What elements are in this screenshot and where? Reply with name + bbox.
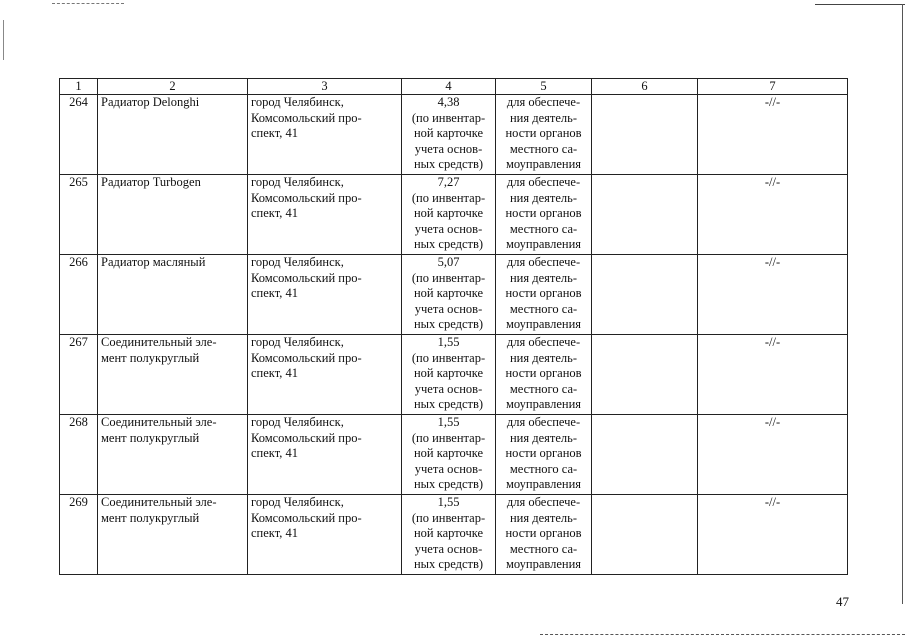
scan-artifact-right-edge — [902, 4, 903, 604]
table-row — [60, 495, 848, 575]
item-cost: 1,55 (по инвентар- ной карточке учета основ- ных средств) — [402, 415, 496, 495]
scan-artifact-left-edge — [3, 20, 4, 60]
item-ditto: -//- — [698, 255, 848, 335]
page-number: 47 — [836, 594, 849, 609]
scan-artifact-top-right-line — [815, 4, 905, 5]
table-row — [60, 95, 848, 175]
item-ditto: -//- — [698, 495, 848, 575]
item-col6 — [592, 95, 698, 175]
item-col6 — [592, 495, 698, 575]
item-address: город Челябинск, Комсомольский про- спект, 41 — [248, 495, 402, 575]
row-number: 265 — [60, 175, 98, 255]
item-cost: 4,38 (по инвентар- ной карточке учета основ- ных средств) — [402, 95, 496, 175]
item-name: Радиатор Delonghi — [98, 95, 248, 175]
header-col-1: 1 — [60, 79, 98, 95]
table-row — [60, 415, 848, 495]
item-cost: 1,55 (по инвентар- ной карточке учета основ- ных средств) — [402, 495, 496, 575]
item-address: город Челябинск, Комсомольский про- спект, 41 — [248, 255, 402, 335]
item-cost: 7,27 (по инвентар- ной карточке учета основ- ных средств) — [402, 175, 496, 255]
item-purpose: для обеспече- ния деятель- ности органов местного са- моуправления — [496, 415, 592, 495]
item-col6 — [592, 175, 698, 255]
item-address: город Челябинск, Комсомольский про- спект, 41 — [248, 175, 402, 255]
row-number: 269 — [60, 495, 98, 575]
table-row — [60, 255, 848, 335]
item-col6 — [592, 335, 698, 415]
item-purpose: для обеспече- ния деятель- ности органов местного са- моуправления — [496, 495, 592, 575]
item-address: город Челябинск, Комсомольский про- спект, 41 — [248, 415, 402, 495]
item-cost: 5,07 (по инвентар- ной карточке учета основ- ных средств) — [402, 255, 496, 335]
item-ditto: -//- — [698, 415, 848, 495]
header-col-5: 5 — [496, 79, 592, 95]
table-body — [60, 79, 848, 575]
row-number: 268 — [60, 415, 98, 495]
item-name: Соединительный эле- мент полукруглый — [98, 415, 248, 495]
header-col-3: 3 — [248, 79, 402, 95]
row-number: 267 — [60, 335, 98, 415]
item-purpose: для обеспече- ния деятель- ности органов местного са- моуправления — [496, 175, 592, 255]
item-col6 — [592, 255, 698, 335]
item-name: Соединительный эле- мент полукруглый — [98, 335, 248, 415]
item-col6 — [592, 415, 698, 495]
scan-artifact-top-dash — [52, 3, 124, 4]
item-cost: 1,55 (по инвентар- ной карточке учета основ- ных средств) — [402, 335, 496, 415]
item-name: Соединительный эле- мент полукруглый — [98, 495, 248, 575]
item-address: город Челябинск, Комсомольский про- спект, 41 — [248, 335, 402, 415]
scan-artifact-bottom-line — [540, 634, 905, 635]
item-purpose: для обеспече- ния деятель- ности органов местного са- моуправления — [496, 255, 592, 335]
table-header-row — [60, 79, 848, 95]
header-col-7: 7 — [698, 79, 848, 95]
table-row — [60, 335, 848, 415]
item-purpose: для обеспече- ния деятель- ности органов местного са- моуправления — [496, 335, 592, 415]
item-ditto: -//- — [698, 175, 848, 255]
item-ditto: -//- — [698, 335, 848, 415]
row-number: 264 — [60, 95, 98, 175]
header-col-4: 4 — [402, 79, 496, 95]
item-purpose: для обеспече- ния деятель- ности органов местного са- моуправления — [496, 95, 592, 175]
table-row — [60, 175, 848, 255]
item-ditto: -//- — [698, 95, 848, 175]
item-name: Радиатор Turbogen — [98, 175, 248, 255]
row-number: 266 — [60, 255, 98, 335]
header-col-2: 2 — [98, 79, 248, 95]
inventory-table — [59, 78, 848, 575]
item-name: Радиатор масляный — [98, 255, 248, 335]
header-col-6: 6 — [592, 79, 698, 95]
item-address: город Челябинск, Комсомольский про- спект, 41 — [248, 95, 402, 175]
